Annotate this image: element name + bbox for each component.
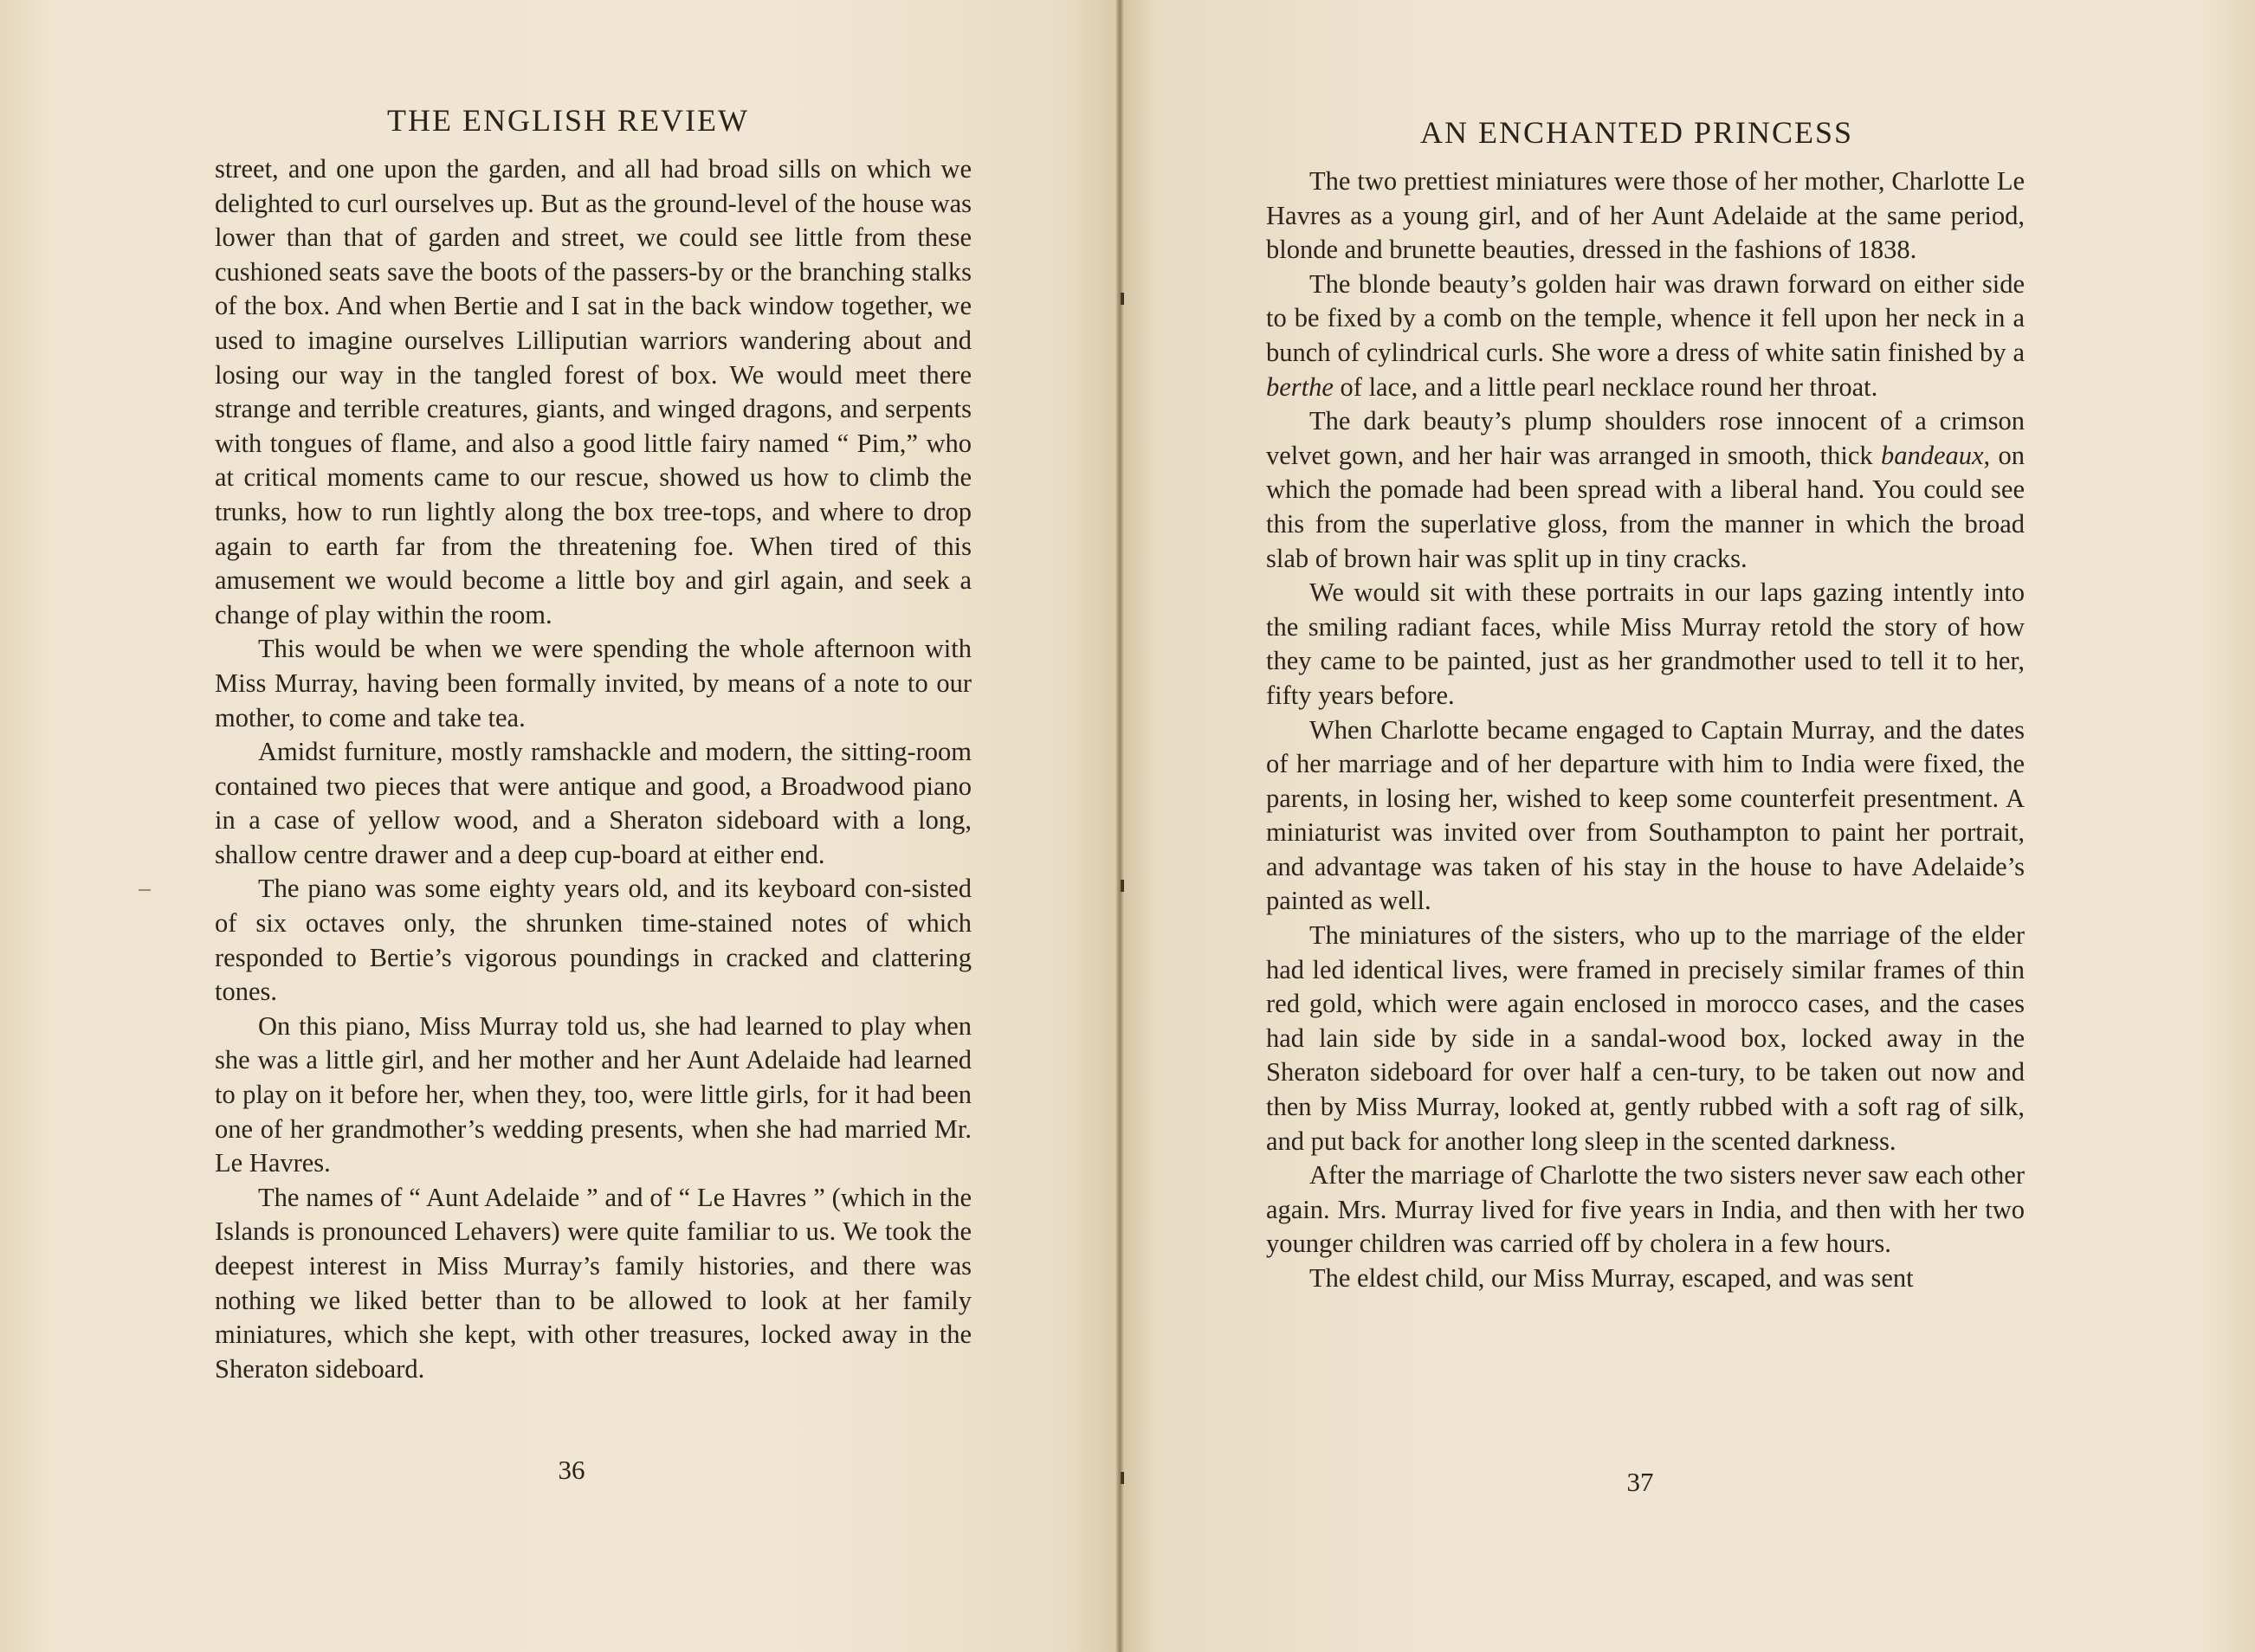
left-page	[0, 0, 1121, 1652]
paragraph: This would be when we were spending the whole afternoon with Miss Murray, having been formally invited, by means of a note to our mother, to come and take tea.	[215, 634, 972, 732]
paragraph: The names of “ Aunt Adelaide ” and of “ Le Havres ” (which in the Islands is pronounced Lehavers) were quite familiar to us. We took the deepest interest in Miss Murray’s family histories, and there was nothing we liked better than to be allowed to look at her family miniatures, which she kept, with other treasures, locked away in the Sheraton sideboard.	[215, 1182, 972, 1384]
right-running-head: AN ENCHANTED PRINCESS	[1419, 115, 1854, 150]
paragraph: The two prettiest miniatures were those of her mother, Charlotte Le Havres as a young girl, and of her Aunt Adelaide at the same period, blonde and brunette beauties, dressed in the fashions of 1838.	[1266, 166, 2025, 265]
right-page	[1121, 0, 2255, 1652]
paragraph: After the marriage of Charlotte the two sisters never saw each other again. Mrs. Murray lived for five years in India, and then with her two younger children was carried off by cholera in a few hours.	[1266, 1160, 2025, 1259]
italic-term: bandeaux	[1880, 440, 1984, 470]
left-page-number: 36	[558, 1455, 585, 1485]
left-running-head: THE ENGLISH REVIEW	[387, 103, 749, 138]
paragraph: The eldest child, our Miss Murray, escaped, and was sent	[1309, 1263, 1914, 1293]
paragraph: The miniatures of the sisters, who up to the marriage of the elder had led identical lives, were framed in precisely similar frames of thin red gold, which were again enclosed in morocco cases, and the cases had lain side by side in a sandal-wood box, locked away in the Sheraton sideboard for over half a cen-tury, to be taken out now and then by Miss Murray, looked at, gently rubbed with a soft rag of silk, and put back for another long sleep in the scented darkness.	[1266, 920, 2025, 1156]
paragraph: The blonde beauty’s golden hair was drawn forward on either side to be fixed by a comb on the temple, whence it fell upon her neck in a bunch of cylindrical curls. She wore a dress of white satin finished by a berthe of lace, and a little pearl necklace round her throat.	[1266, 268, 2025, 402]
italic-term: berthe	[1266, 371, 1334, 402]
right-page-number: 37	[1626, 1467, 1654, 1497]
paragraph: The piano was some eighty years old, and its keyboard con-sisted of six octaves only, the shrunken time-stained notes of which responded to Bertie’s vigorous poundings in cracked and clattering tones.	[215, 874, 972, 1007]
paragraph: Amidst furniture, mostly ramshackle and modern, the sitting-room contained two pieces that were antique and good, a Broadwood piano in a case of yellow wood, and a Sheraton sideboard with a long, shallow centre drawer and a deep cup-board at either end.	[215, 737, 972, 869]
paragraph: On this piano, Miss Murray told us, she had learned to play when she was a little girl, and her mother and her Aunt Adelaide had learned to play on it before her, when they, too, were little girls, for it had been one of her grandmother’s wedding presents, when she had married Mr. Le Havres.	[215, 1010, 972, 1178]
margin-mark	[139, 889, 151, 891]
right-page-body	[1266, 165, 2025, 1296]
left-page-body	[215, 152, 972, 1386]
paragraph: We would sit with these portraits in our laps gazing intently into the smiling radiant faces, while Miss Murray retold the story of how they came to be painted, just as her grandmother used to tell it to her, fifty years before.	[1266, 578, 2025, 710]
book-gutter	[1115, 0, 1124, 1652]
paragraph: The dark beauty’s plump shoulders rose innocent of a crimson velvet gown, and her hair was arranged in smooth, thick bandeaux, on which the pomade had been spread with a liberal hand. You could see this from the superlative gloss, from the manner in which the broad slab of brown hair was split up in tiny cracks.	[1266, 406, 2025, 573]
paragraph: When Charlotte became engaged to Captain Murray, and the dates of her marriage and of her departure with him to India were fixed, the parents, in losing her, wished to keep some counterfeit presentment. A miniaturist was invited over from Southampton to paint her portrait, and advantage was taken of his stay in the house to have Adelaide’s painted as well.	[1266, 714, 2025, 916]
paragraph: street, and one upon the garden, and all had broad sills on which we delighted to curl ourselves up. But as the ground-level of the house was lower than that of garden and street, we could see little from these cushioned seats save the boots of the passers-by or the branching stalks of the box. And when Bertie and I sat in the back window together, we used to imagine ourselves Lilliputian warriors wandering about and losing our way in the tangled forest of box. We would meet there strange and terrible creatures, giants, and winged dragons, and serpents with tongues of flame, and also a good little fairy named “ Pim,” who at critical moments came to our rescue, showed us how to climb the trunks, how to run lightly along the box tree-tops, and where to drop again to earth far from the threatening foe. When tired of this amusement we would become a little boy and girl again, and seek a change of play within the room.	[215, 154, 972, 629]
